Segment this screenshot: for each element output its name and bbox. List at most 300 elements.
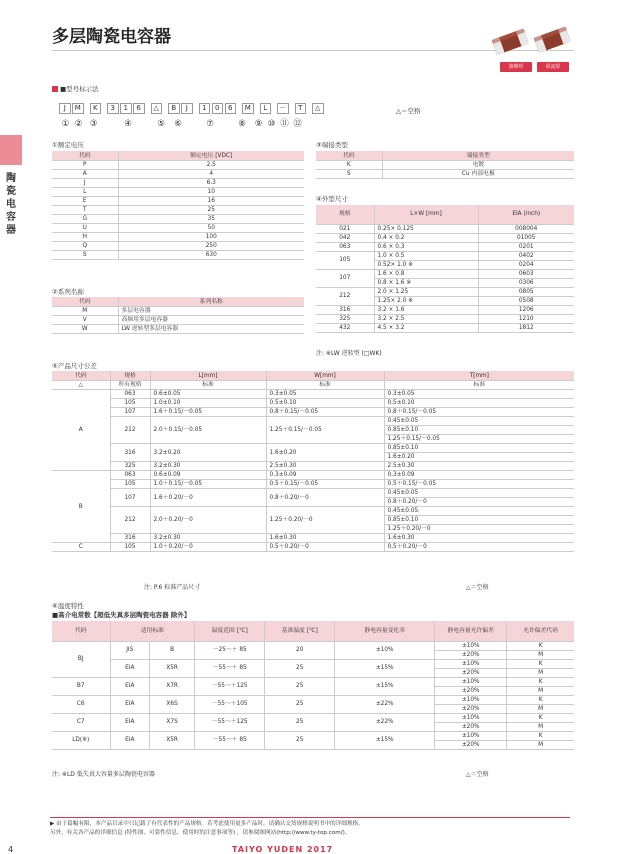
temp-tolerance: ±10% <box>435 659 507 668</box>
size-dims: 1.25× 2.0 ※ <box>374 296 478 305</box>
part-number-char: 6 <box>133 103 145 114</box>
table-cell: E <box>52 197 118 206</box>
column-header: 代码 <box>52 297 118 307</box>
table-row <box>52 251 304 260</box>
column-header: 规格 <box>110 371 150 381</box>
temp-standard: EIA <box>110 659 150 677</box>
table-row <box>52 316 304 325</box>
subheader-cell: 标准 <box>384 381 574 390</box>
temp-tolerance: ±20% <box>435 668 507 677</box>
tolerance-l: 3.2±0.30 <box>150 534 266 543</box>
tolerance-w: 0.5＋0.20/－0 <box>266 543 384 552</box>
table-row <box>52 179 304 188</box>
table-row <box>52 731 574 740</box>
tolerance-t: 0.85±0.10 <box>384 444 574 453</box>
table-cell: H <box>52 233 118 242</box>
reflow-solder-badge: 回流焊 <box>537 62 569 72</box>
temp-code: C6 <box>52 695 110 713</box>
table-cell: Cu 内部电极 <box>382 170 574 179</box>
voltage-table <box>52 151 304 260</box>
table-row <box>52 390 574 399</box>
temp-tol-code: K <box>507 713 574 722</box>
temp-ref: 25 <box>265 713 335 731</box>
temp-rate: ±15% <box>335 731 435 749</box>
part-number-index: ③ <box>89 119 98 129</box>
size-eia: 0805 <box>478 287 574 296</box>
size-eia: 008004 <box>478 224 574 233</box>
part-number-char: B <box>168 103 180 114</box>
temp-heading: ⑥温度特性 <box>52 602 84 610</box>
tolerance-l: 1.6＋0.15/－0.05 <box>150 408 266 417</box>
size-eia: 0402 <box>478 251 574 260</box>
tolerance-code: B <box>52 471 110 543</box>
column-header: 额定电压 [VDC] <box>118 151 304 161</box>
temp-tolerance: ±20% <box>435 704 507 713</box>
terminal-table <box>316 151 574 179</box>
tolerance-w: 2.5±0.30 <box>266 462 384 471</box>
tolerance-t: 0.45±0.05 <box>384 489 574 498</box>
part-number-char: 3 <box>107 103 119 114</box>
voltage-heading: ①额定电压 <box>52 141 84 149</box>
temp-tol-code: K <box>507 677 574 686</box>
temp-char: X7R <box>150 677 195 695</box>
size-eia: 0201 <box>478 242 574 251</box>
temp-rate: ±15% <box>335 677 435 695</box>
temp-standard: JIS <box>110 641 150 659</box>
temp-code: B7 <box>52 677 110 695</box>
tolerance-t: 0.3±0.09 <box>384 471 574 480</box>
tolerance-t: 0.85±0.10 <box>384 516 574 525</box>
size-spec: 107 <box>316 269 374 287</box>
column-header: T[mm] <box>384 371 574 381</box>
tolerance-spec: 325 <box>110 462 150 471</box>
column-header: 代码 <box>52 151 118 161</box>
size-eia: 0306 <box>478 278 574 287</box>
space-note: △＝空格 <box>396 107 421 115</box>
tolerance-l: 3.2±0.20 <box>150 444 266 462</box>
table-row <box>316 242 574 251</box>
tolerance-w: 0.5＋0.15/－0.05 <box>266 480 384 489</box>
temp-standard: EIA <box>110 731 150 749</box>
tolerance-l: 2.0＋0.15/－0.05 <box>150 417 266 444</box>
tolerance-w: 0.5±0.10 <box>266 399 384 408</box>
temp-char: X5R <box>150 731 195 749</box>
tolerance-table <box>52 371 574 552</box>
temp-rate: ±10% <box>335 641 435 659</box>
table-row <box>52 462 574 471</box>
table-row <box>52 444 574 453</box>
table-row <box>52 233 304 242</box>
table-cell: 4 <box>118 170 304 179</box>
table-row <box>52 325 304 334</box>
size-eia: 01005 <box>478 233 574 242</box>
tolerance-l: 1.0±0.10 <box>150 399 266 408</box>
size-spec: 063 <box>316 242 374 251</box>
part-number-index: ⑨ <box>254 119 263 129</box>
table-row <box>52 507 574 516</box>
temp-tol-code: M <box>507 704 574 713</box>
size-dims: 0.4 × 0.2 <box>374 233 478 242</box>
size-spec: 316 <box>316 305 374 314</box>
temp-tol-code: M <box>507 650 574 659</box>
part-number-index: ② <box>74 119 83 129</box>
tolerance-t: 0.85±0.10 <box>384 426 574 435</box>
table-cell: 630 <box>118 251 304 260</box>
part-number-char: K <box>90 103 102 114</box>
tolerance-code: A <box>52 390 110 471</box>
tolerance-l: 0.6±0.05 <box>150 390 266 399</box>
tolerance-l: 1.0＋0.15/－0.05 <box>150 480 266 489</box>
temp-tolerance: ±20% <box>435 722 507 731</box>
table-cell: A <box>52 170 118 179</box>
temp-range: －55～＋ 85 <box>195 731 265 749</box>
table-row <box>52 641 574 650</box>
table-row <box>316 224 574 233</box>
part-number-index: ⑤ <box>157 119 165 129</box>
size-eia: 0603 <box>478 269 574 278</box>
column-header: 温度范围 [℃] <box>195 621 265 641</box>
temp-standard: EIA <box>110 713 150 731</box>
table-row <box>52 417 574 426</box>
column-header: 代码 <box>52 371 110 381</box>
tolerance-w: 0.8＋0.20/－0 <box>266 489 384 507</box>
column-header: EIA (inch) <box>478 205 574 224</box>
tolerance-w: 0.3±0.05 <box>266 390 384 399</box>
size-spec: 325 <box>316 314 374 323</box>
temp-char: X7S <box>150 713 195 731</box>
tolerance-t: 0.5＋0.20/－0 <box>384 543 574 552</box>
column-header: 系列名称 <box>118 297 304 307</box>
temperature-table <box>52 621 574 750</box>
table-cell: 2.5 <box>118 161 304 170</box>
temp-code: LD(※) <box>52 731 110 749</box>
table-row <box>52 489 574 498</box>
tolerance-spec: 063 <box>110 471 150 480</box>
temp-tolerance: ±20% <box>435 740 507 749</box>
part-number-index: ⑦ <box>206 119 214 129</box>
size-dims: 3.2 × 1.6 <box>374 305 478 314</box>
temp-rate: ±15% <box>335 659 435 677</box>
temp-code: C7 <box>52 713 110 731</box>
subheader-cell: 标准 <box>150 381 266 390</box>
table-cell: L <box>52 188 118 197</box>
size-table <box>316 205 574 333</box>
temp-tolerance: ±20% <box>435 650 507 659</box>
temp-tol-code: K <box>507 641 574 650</box>
part-number-heading: ■型号标示法 <box>52 84 99 93</box>
table-cell: G <box>52 215 118 224</box>
table-row <box>316 251 574 260</box>
temp-subheading: ■高介电常数【超低失真多层陶瓷电容器 除外】 <box>52 611 191 619</box>
tolerance-t: 0.45±0.05 <box>384 417 574 426</box>
tolerance-t: 0.8＋0.20/－0 <box>384 498 574 507</box>
column-header: L[mm] <box>150 371 266 381</box>
tolerance-w: 1.25＋0.15/－0.05 <box>266 417 384 444</box>
temp-ref: 25 <box>265 695 335 713</box>
size-eia: 1812 <box>478 323 574 332</box>
table-row <box>52 399 574 408</box>
temp-range: －55～＋105 <box>195 695 265 713</box>
temp-range: －55～＋ 85 <box>195 659 265 677</box>
table-cell: M <box>52 307 118 316</box>
size-dims: 1.0 × 0.5 <box>374 251 478 260</box>
temp-char: X5R <box>150 659 195 677</box>
size-spec: 042 <box>316 233 374 242</box>
table-cell: 6.3 <box>118 179 304 188</box>
series-heading: ②系列名称 <box>52 288 84 296</box>
table-row <box>316 269 574 278</box>
table-cell: 高频用多层电容器 <box>118 316 304 325</box>
temp-tol-code: M <box>507 686 574 695</box>
page-title: 多层陶瓷电容器 <box>52 27 171 47</box>
subheader-cell: △ <box>52 381 110 390</box>
column-header: 代码 <box>316 151 382 161</box>
size-eia: 0204 <box>478 260 574 269</box>
size-dims: 0.6 × 0.3 <box>374 242 478 251</box>
table-cell: P <box>52 161 118 170</box>
temp-ref: 25 <box>265 731 335 749</box>
table-row <box>52 161 304 170</box>
temp-range: －55～＋125 <box>195 713 265 731</box>
table-cell: 25 <box>118 206 304 215</box>
part-number-char: － <box>277 103 289 114</box>
part-number-index: ⑪ <box>280 119 289 129</box>
tolerance-note: 注: P.6 标准产品尺寸 <box>144 584 201 591</box>
temp-char: B <box>150 641 195 659</box>
temp-tolerance: ±10% <box>435 713 507 722</box>
footer-line-2: 另外，有关各产品的详细信息 (特性图、可靠性信息、使用时的注意事项等) ，请参阅图网站(http://www.ty-top.com/)。 <box>50 829 351 836</box>
footer-line-1: ▶ 由于篇幅有限，本产品目录中只记载了有代表性的产品规格。若考虑使用更多产品时，请确认交货规格说明书中的详细规格。 <box>50 821 364 827</box>
table-row <box>52 677 574 686</box>
table-cell: W <box>52 325 118 334</box>
part-number-index: ⑫ <box>293 119 302 129</box>
table-cell: S <box>316 170 382 179</box>
tolerance-t: 2.5±0.30 <box>384 462 574 471</box>
size-dims: 2.0 × 1.25 <box>374 287 478 296</box>
size-dims: 0.8 × 1.6 ※ <box>374 278 478 287</box>
table-row <box>316 323 574 332</box>
size-eia: 0508 <box>478 296 574 305</box>
table-cell: 16 <box>118 197 304 206</box>
temp-char: X6S <box>150 695 195 713</box>
footer-note <box>50 820 364 837</box>
tolerance-code: C <box>52 543 110 552</box>
temp-tolerance: ±20% <box>435 686 507 695</box>
table-cell: 35 <box>118 215 304 224</box>
size-dims: 1.6 × 0.8 <box>374 269 478 278</box>
temp-standard: EIA <box>110 695 150 713</box>
tolerance-w: 1.6±0.20 <box>266 444 384 462</box>
table-row <box>52 215 304 224</box>
temp-range: －55～＋125 <box>195 677 265 695</box>
column-header: L×W [mm] <box>374 205 478 224</box>
side-label: 陶瓷电容器 <box>6 173 16 236</box>
tolerance-t: 0.5＋0.15/－0.05 <box>384 480 574 489</box>
subheader-row <box>52 381 574 390</box>
temp-tol-code: K <box>507 695 574 704</box>
part-number-char: J <box>181 103 193 114</box>
footer-brand: TAIYO YUDEN 2017 <box>232 845 334 854</box>
table-cell: Q <box>52 242 118 251</box>
column-header: W[mm] <box>266 371 384 381</box>
table-cell: J <box>52 179 118 188</box>
temp-standard: EIA <box>110 677 150 695</box>
table-row <box>52 197 304 206</box>
tolerance-spec: 212 <box>110 417 150 444</box>
side-tab <box>0 135 22 165</box>
tolerance-t: 0.8＋0.15/－0.05 <box>384 408 574 417</box>
tolerance-heading: ⑤产品尺寸公差 <box>52 362 97 370</box>
table-row <box>52 534 574 543</box>
tolerance-w: 1.25＋0.20/－0 <box>266 507 384 534</box>
tolerance-w: 0.3±0.09 <box>266 471 384 480</box>
size-eia: 1206 <box>478 305 574 314</box>
part-number-char: T <box>295 103 307 114</box>
tolerance-spec: 107 <box>110 408 150 417</box>
part-number-char: △ <box>312 103 324 114</box>
part-number-char: 6 <box>225 103 237 114</box>
table-cell: LW 逆转型多层电容器 <box>118 325 304 334</box>
size-note: 注: ※LW 逆转型 (□WK) <box>316 350 382 357</box>
temp-tol-code: K <box>507 659 574 668</box>
table-cell: V <box>52 316 118 325</box>
table-row <box>52 224 304 233</box>
column-header: 基准温度 [℃] <box>265 621 335 641</box>
tolerance-spec: 063 <box>110 390 150 399</box>
table-row <box>316 305 574 314</box>
part-number-char: △ <box>151 103 163 114</box>
table-row <box>52 408 574 417</box>
size-spec: 105 <box>316 251 374 269</box>
size-eia: 1210 <box>478 314 574 323</box>
size-dims: 3.2 × 2.5 <box>374 314 478 323</box>
tolerance-spec: 107 <box>110 489 150 507</box>
tolerance-spec: 316 <box>110 534 150 543</box>
column-header: 允许偏差代码 <box>507 621 574 641</box>
part-number-boxes <box>59 103 325 114</box>
table-row <box>52 206 304 215</box>
tolerance-w: 1.6±0.30 <box>266 534 384 543</box>
tolerance-t: 0.5±0.10 <box>384 399 574 408</box>
table-row <box>52 307 304 316</box>
table-row <box>52 695 574 704</box>
table-cell: 10 <box>118 188 304 197</box>
tolerance-space-note: △＝空格 <box>466 584 489 591</box>
temp-tolerance: ±10% <box>435 641 507 650</box>
part-number-index: ⑩ <box>267 119 276 129</box>
size-dims: 0.25× 0.125 <box>374 224 478 233</box>
temp-range: －25～＋ 85 <box>195 641 265 659</box>
subheader-cell: 所有规格 <box>110 381 150 390</box>
terminal-heading: ③端接类型 <box>316 141 348 149</box>
table-cell: T <box>52 206 118 215</box>
tolerance-spec: 105 <box>110 480 150 489</box>
temp-tolerance: ±10% <box>435 695 507 704</box>
subheader-cell: 标准 <box>266 381 384 390</box>
table-cell: 50 <box>118 224 304 233</box>
table-cell: S <box>52 251 118 260</box>
temp-rate: ±22% <box>335 713 435 731</box>
part-number-char: J <box>59 103 71 114</box>
table-row <box>316 314 574 323</box>
temp-rate: ±22% <box>335 695 435 713</box>
series-table <box>52 297 304 334</box>
table-cell: K <box>316 161 382 170</box>
temp-note: 注: ※LD 低失真大容量多层陶瓷电容器 <box>52 771 155 778</box>
temp-tolerance: ±10% <box>435 677 507 686</box>
part-number-indices <box>59 118 304 130</box>
table-cell: U <box>52 224 118 233</box>
tolerance-spec: 316 <box>110 444 150 462</box>
capacitor-chip-image <box>488 24 578 58</box>
table-row <box>52 170 304 179</box>
size-spec: 212 <box>316 287 374 305</box>
column-header: 端接类型 <box>382 151 574 161</box>
temp-tol-code: M <box>507 722 574 731</box>
table-row <box>316 170 574 179</box>
tolerance-spec: 212 <box>110 507 150 534</box>
temp-tol-code: M <box>507 668 574 677</box>
size-heading: ④外型尺寸 <box>316 195 348 203</box>
table-cell: 100 <box>118 233 304 242</box>
size-dims: 4.5 × 3.2 <box>374 323 478 332</box>
tolerance-l: 0.6±0.09 <box>150 471 266 480</box>
temp-ref: 25 <box>265 659 335 677</box>
table-row <box>52 659 574 668</box>
temp-tolerance: ±10% <box>435 731 507 740</box>
part-number-char: M <box>72 103 84 114</box>
table-cell: 电镀 <box>382 161 574 170</box>
table-row <box>52 188 304 197</box>
tolerance-t: 1.25＋0.20/－0 <box>384 525 574 534</box>
part-number-char: L <box>260 103 272 114</box>
table-cell: 多层电容器 <box>118 307 304 316</box>
size-spec: 021 <box>316 224 374 233</box>
table-row <box>52 543 574 552</box>
column-header: 规格 <box>316 205 374 224</box>
table-row <box>52 713 574 722</box>
size-dims: 0.52× 1.0 ※ <box>374 260 478 269</box>
tolerance-l: 1.6＋0.20/－0 <box>150 489 266 507</box>
tolerance-spec: 105 <box>110 543 150 552</box>
temp-tol-code: M <box>507 740 574 749</box>
tolerance-t: 0.45±0.05 <box>384 507 574 516</box>
column-header: 代码 <box>52 621 110 641</box>
tolerance-t: 1.6±0.30 <box>384 534 574 543</box>
part-number-char: 1 <box>120 103 132 114</box>
tolerance-t: 1.25＋0.15/－0.05 <box>384 435 574 444</box>
part-number-char: 0 <box>212 103 224 114</box>
column-header: 静电容量变化率 <box>335 621 435 641</box>
part-number-char: M <box>242 103 254 114</box>
temp-ref: 25 <box>265 677 335 695</box>
table-row <box>316 287 574 296</box>
table-row <box>52 471 574 480</box>
table-cell: 250 <box>118 242 304 251</box>
footer-rule <box>50 817 570 818</box>
column-header: 适用标准 <box>110 621 195 641</box>
temp-space-note: △＝空格 <box>466 771 489 778</box>
temp-ref: 20 <box>265 641 335 659</box>
part-number-index: ⑥ <box>174 119 182 129</box>
column-header: 静电容量允许偏差 <box>435 621 507 641</box>
tolerance-l: 1.0＋0.20/－0 <box>150 543 266 552</box>
tolerance-t: 0.3±0.05 <box>384 390 574 399</box>
table-row <box>52 242 304 251</box>
table-row <box>52 480 574 489</box>
tolerance-w: 0.8＋0.15/－0.05 <box>266 408 384 417</box>
table-row <box>316 233 574 242</box>
